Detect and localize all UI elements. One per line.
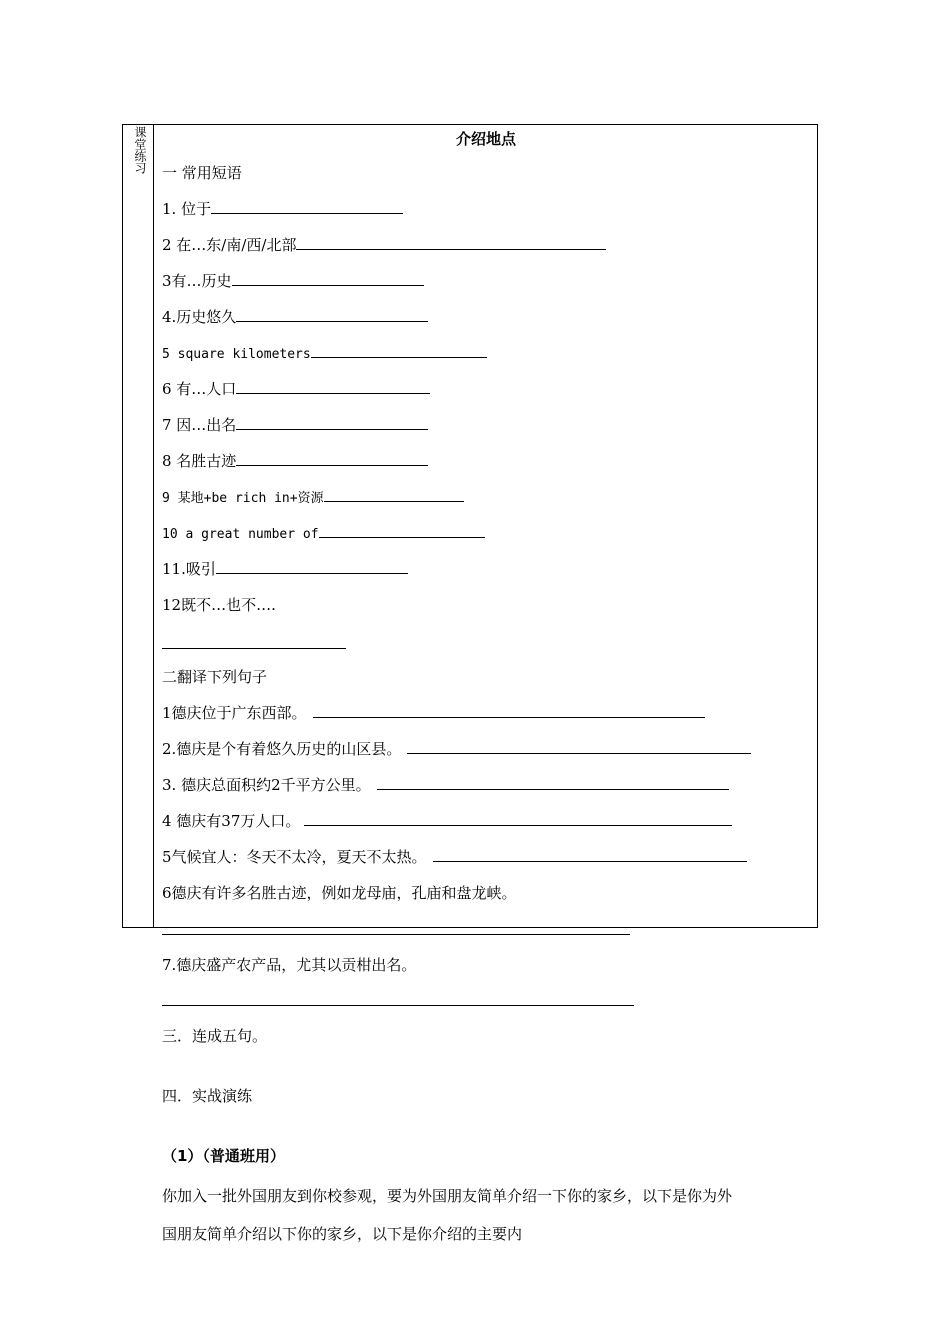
sentence-text: 4 德庆有37万人口。 (162, 812, 301, 830)
section4-subheading: （1）（普通班用） (162, 1147, 285, 1165)
task-paragraph-line: 你加入一批外国朋友到你校参观，要为外国朋友简单介绍一下你的家乡，以下是你为外 (162, 1187, 733, 1205)
answer-blank[interactable] (311, 343, 487, 358)
answer-blank[interactable] (304, 811, 732, 826)
side-label: 课堂练习 (133, 126, 147, 174)
answer-blank[interactable] (407, 739, 751, 754)
phrase-item (162, 559, 408, 579)
sentence-item (162, 955, 416, 975)
answer-blank[interactable] (162, 934, 630, 935)
answer-blank[interactable] (232, 271, 424, 286)
phrase-item (162, 451, 428, 471)
answer-blank[interactable] (162, 648, 346, 649)
sentence-item (162, 811, 732, 831)
phrase-text: 3有…历史 (162, 272, 232, 290)
sentence-item (162, 739, 751, 759)
phrase-text: 9 某地+be rich in+资源 (162, 491, 324, 506)
section4-heading: 四．实战演练 (162, 1087, 253, 1105)
sentence-text: 3. 德庆总面积约2千平方公里。 (162, 776, 371, 794)
phrase-item (162, 343, 487, 365)
sentence-text: 2.德庆是个有着悠久历史的山区县。 (162, 740, 402, 758)
answer-blank[interactable] (236, 415, 428, 430)
phrase-item (162, 379, 430, 399)
phrase-item (162, 523, 485, 545)
sentence-text: 7.德庆盛产农产品，尤其以贡柑出名。 (162, 956, 417, 974)
phrase-item (162, 307, 428, 327)
phrase-item (162, 235, 606, 255)
section1-heading: 一 常用短语 (162, 164, 242, 182)
phrase-text: 12既不…也不…. (162, 596, 276, 614)
answer-blank[interactable] (236, 451, 428, 466)
answer-blank[interactable] (236, 307, 428, 322)
sentence-item (162, 847, 747, 867)
answer-blank[interactable] (162, 1005, 634, 1006)
sentence-item (162, 703, 705, 723)
phrase-item (162, 199, 403, 219)
phrase-text: 11.吸引 (162, 560, 216, 578)
phrase-text: 7 因…出名 (162, 416, 237, 434)
phrase-item (162, 487, 464, 509)
sentence-item (162, 883, 517, 903)
task-paragraph-line: 国朋友简单介绍以下你的家乡，以下是你介绍的主要内 (162, 1225, 523, 1243)
phrase-text: 8 名胜古迹 (162, 452, 237, 470)
phrase-text: 10 a great number of (162, 527, 319, 542)
phrase-text: 5 square kilometers (162, 347, 311, 362)
answer-blank[interactable] (296, 235, 606, 250)
answer-blank[interactable] (433, 847, 747, 862)
column-divider (153, 124, 154, 928)
section3-heading: 三．连成五句。 (162, 1027, 268, 1045)
sentence-text: 6德庆有许多名胜古迹，例如龙母庙，孔庙和盘龙峡。 (162, 884, 517, 902)
phrase-item (162, 415, 428, 435)
section2-heading: 二翻译下列句子 (162, 668, 268, 686)
phrase-text: 6 有…人口 (162, 380, 237, 398)
sentence-text: 5气候宜人：冬天不太冷，夏天不太热。 (162, 848, 427, 866)
answer-blank[interactable] (211, 199, 403, 214)
sentence-text: 1德庆位于广东西部。 (162, 704, 307, 722)
phrase-text: 2 在…东/南/西/北部 (162, 236, 297, 254)
phrase-item (162, 271, 424, 291)
phrase-text: 4.历史悠久 (162, 308, 237, 326)
phrase-item (162, 595, 276, 615)
answer-blank[interactable] (324, 487, 464, 502)
answer-blank[interactable] (216, 559, 408, 574)
phrase-text: 1. 位于 (162, 200, 212, 218)
answer-blank[interactable] (313, 703, 705, 718)
answer-blank[interactable] (236, 379, 430, 394)
answer-blank[interactable] (377, 775, 729, 790)
sentence-item (162, 775, 729, 795)
answer-blank[interactable] (319, 523, 485, 538)
page-title: 介绍地点 (455, 130, 516, 148)
